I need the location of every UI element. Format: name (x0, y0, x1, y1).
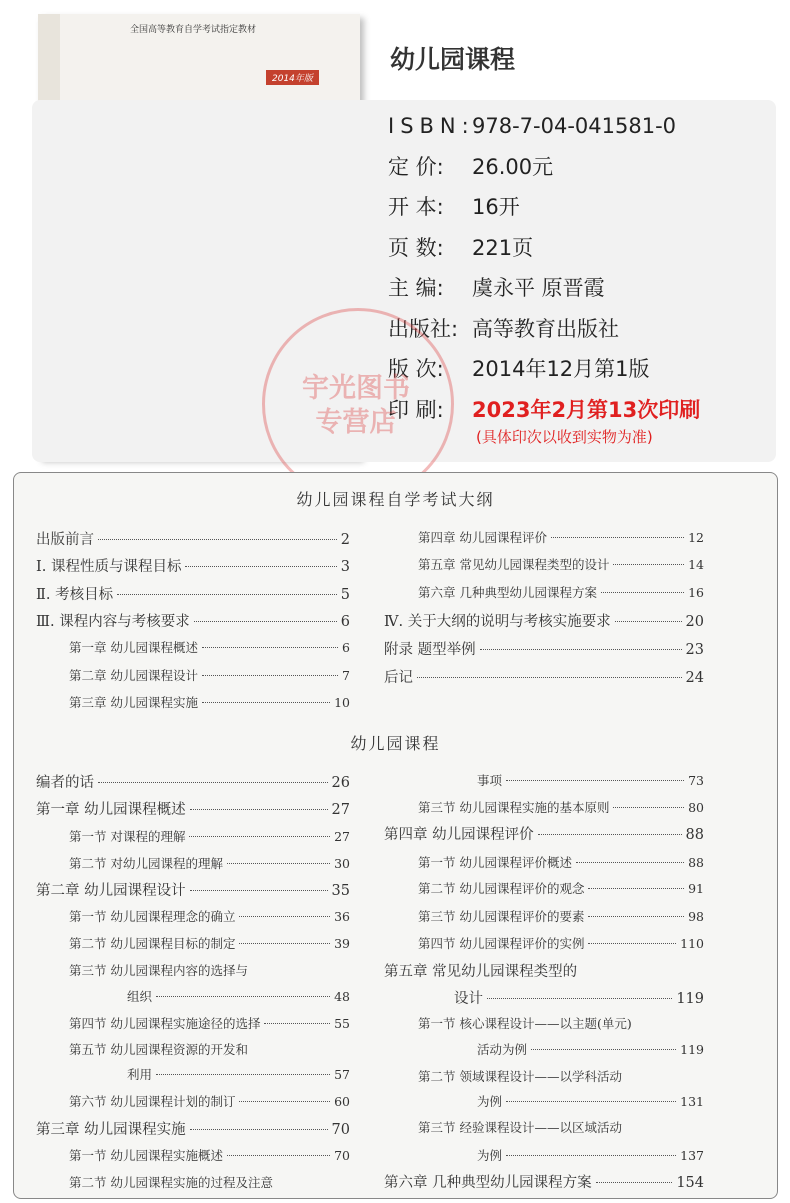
detail-value: 虞永平 原晋霞 (472, 276, 605, 300)
toc-entry-title: 第二节 幼儿园课程评价的观念 (418, 881, 585, 896)
toc-leader-dots (190, 809, 328, 810)
toc-leader-dots (156, 996, 330, 997)
toc-page-number: 20 (685, 614, 704, 630)
toc-entry (477, 1092, 704, 1110)
toc-entry (69, 638, 350, 656)
toc-entry (418, 934, 704, 952)
toc-entry-title: 第六节 幼儿园课程计划的制订 (69, 1094, 236, 1109)
toc-entry (69, 693, 350, 711)
toc-entry-title: 活动为例 (477, 1042, 528, 1057)
toc-leader-dots (487, 998, 672, 999)
toc-entry-title: 第四节 幼儿园课程评价的实例 (418, 936, 585, 951)
toc-entry (69, 934, 350, 952)
toc-page-number: 27 (334, 829, 350, 844)
toc-entry-title: 第五章 常见幼儿园课程类型的设计 (418, 557, 610, 572)
print-note: (具体印次以收到实物为准) (476, 428, 653, 446)
detail-price (388, 151, 700, 192)
toc-entry-title: Ⅰ. 课程性质与课程目标 (36, 559, 182, 575)
toc-leader-dots (227, 1155, 330, 1156)
toc-entry-title: 为例 (477, 1094, 503, 1109)
toc-page-number: 35 (331, 883, 350, 899)
toc-entry-title: 第五章 常见幼儿园课程类型的 (384, 964, 578, 980)
toc-page-number: 30 (334, 856, 350, 871)
toc-entry-title: 第一节 核心课程设计——以主题(单元) (418, 1016, 632, 1031)
toc-entry-title: 第四章 幼儿园课程评价 (384, 827, 534, 843)
toc-leader-dots (156, 1074, 330, 1075)
toc-entry (418, 1067, 622, 1085)
toc-page-number: 14 (688, 557, 704, 572)
toc-page-number: 5 (340, 587, 350, 603)
detail-label: 页 数: (388, 235, 444, 260)
toc-entry (477, 771, 704, 789)
toc-page-number: 10 (334, 695, 350, 710)
toc-page-number: 91 (688, 881, 704, 896)
toc-leader-dots (576, 862, 684, 863)
toc-entry-title: 第五节 幼儿园课程资源的开发和 (69, 1042, 248, 1057)
toc-entry (36, 879, 350, 900)
toc-entry (384, 1171, 704, 1192)
toc-entry-title: 组织 (127, 989, 153, 1004)
toc-entry-title: 第一节 幼儿园课程理念的确立 (69, 909, 236, 924)
toc-leader-dots (202, 675, 338, 676)
toc-entry (69, 666, 350, 684)
toc-entry (69, 1146, 350, 1164)
toc-entry (418, 528, 704, 546)
toc-entry (36, 528, 350, 549)
toc-page-number: 119 (680, 1042, 704, 1057)
toc-entry-title: 第一章 幼儿园课程概述 (36, 802, 186, 818)
toc-leader-dots (227, 863, 330, 864)
toc-page-number: 88 (688, 855, 704, 870)
toc-entry (418, 853, 704, 871)
toc-entry (69, 907, 350, 925)
toc-entry-title: 第二章 幼儿园课程设计 (36, 883, 186, 899)
toc-leader-dots (615, 621, 682, 622)
toc-leader-dots (601, 592, 684, 593)
toc-entry (69, 1040, 248, 1058)
toc-entry-title: 附录 题型举例 (384, 642, 476, 658)
detail-label: 版 次: (388, 357, 444, 381)
toc-page-number: 36 (334, 909, 350, 924)
toc-leader-dots (202, 702, 330, 703)
toc-page-number: 70 (334, 1148, 350, 1163)
toc-entry-title: 事项 (477, 773, 503, 788)
toc-page-number: 27 (331, 802, 350, 818)
toc-entry-title: 编者的话 (36, 775, 94, 791)
detail-value: 221页 (472, 235, 534, 260)
toc-entry (418, 555, 704, 573)
toc-leader-dots (189, 836, 330, 837)
toc-entry (454, 987, 704, 1008)
toc-leader-dots (506, 1101, 676, 1102)
toc-entry-title: 为例 (477, 1148, 503, 1163)
toc-entry-title: 第三节 幼儿园课程内容的选择与 (69, 963, 248, 978)
detail-label: 印 刷: (388, 397, 444, 422)
toc-entry-title: 第三节 幼儿园课程评价的要素 (418, 909, 585, 924)
toc-entry (69, 1173, 273, 1191)
detail-label: 出版社: (388, 316, 459, 341)
toc-page-number: 80 (688, 800, 704, 815)
toc-entry-title: 第二节 对幼儿园课程的理解 (69, 856, 223, 871)
toc-page-number: 48 (334, 989, 350, 1004)
toc-leader-dots (239, 1101, 330, 1102)
toc-page-number: 60 (334, 1094, 350, 1109)
toc-page-number: 119 (676, 991, 704, 1007)
toc-page-number: 57 (334, 1067, 350, 1082)
toc-leader-dots (190, 1129, 328, 1130)
book-toc-title: 幼儿园课程 (350, 734, 441, 753)
toc-entry (69, 854, 350, 872)
toc-entry-title: 利用 (127, 1067, 153, 1082)
toc-leader-dots (98, 539, 337, 540)
toc-leader-dots (531, 1049, 676, 1050)
toc-page-number: 16 (688, 585, 704, 600)
toc-leader-dots (596, 1182, 673, 1183)
detail-editor (388, 272, 700, 313)
toc-entry-title: 第六章 几种典型幼儿园课程方案 (384, 1175, 592, 1191)
detail-format (388, 191, 700, 232)
toc-entry-title: 第四章 幼儿园课程评价 (418, 530, 547, 545)
toc-entry (418, 583, 704, 601)
cover-edition-year: 2014年版 (266, 70, 319, 85)
toc-entry-title: Ⅳ. 关于大纲的说明与考核实施要求 (384, 614, 611, 630)
toc-leader-dots (190, 890, 328, 891)
toc-entry (384, 666, 704, 687)
toc-entry-title: 第三节 经验课程设计——以区域活动 (418, 1120, 622, 1135)
product-title: 幼儿园课程 (390, 45, 516, 74)
toc-entry (36, 798, 350, 819)
toc-leader-dots (506, 780, 684, 781)
toc-entry (418, 1118, 622, 1136)
toc-leader-dots (264, 1023, 330, 1024)
toc-page-number: 39 (334, 936, 350, 951)
product-header (0, 0, 790, 470)
toc-entry (69, 1014, 350, 1032)
toc-leader-dots (202, 647, 338, 648)
toc-entry (384, 638, 704, 659)
toc-page-number: 98 (688, 909, 704, 924)
toc-entry-title: Ⅲ. 课程内容与考核要求 (36, 614, 190, 630)
toc-entry-title: 第三章 幼儿园课程实施 (69, 695, 198, 710)
toc-page-number: 137 (680, 1148, 704, 1163)
toc-entry (36, 771, 350, 792)
toc-leader-dots (506, 1155, 676, 1156)
detail-label: 开 本: (388, 195, 444, 219)
toc-entry (69, 1092, 350, 1110)
toc-page-number: 3 (340, 559, 350, 575)
table-of-contents-image (13, 472, 778, 1199)
detail-label: 主 编: (388, 276, 444, 300)
toc-entry-title: 后记 (384, 670, 413, 686)
toc-entry-title: 出版前言 (36, 532, 94, 548)
toc-entry-title: 第一节 幼儿园课程实施概述 (69, 1148, 223, 1163)
shop-stamp-text (296, 372, 416, 440)
toc-entry-title: 第二节 领域课程设计——以学科活动 (418, 1069, 622, 1084)
toc-entry-title: 第一节 对课程的理解 (69, 829, 186, 844)
toc-page-number: 110 (680, 936, 704, 951)
toc-entry (418, 798, 704, 816)
toc-page-number: 6 (340, 614, 350, 630)
toc-page-number: 2 (340, 532, 350, 548)
syllabus-title: 幼儿园课程自学考试大纲 (296, 490, 495, 509)
toc-entry (127, 1065, 350, 1083)
toc-leader-dots (98, 782, 328, 783)
toc-page-number: 73 (688, 773, 704, 788)
toc-page-number: 131 (680, 1094, 704, 1109)
detail-value: 16开 (472, 195, 520, 219)
toc-entry (418, 907, 704, 925)
toc-entry (69, 961, 248, 979)
toc-entry (418, 879, 704, 897)
toc-leader-dots (239, 943, 330, 944)
toc-entry (36, 583, 350, 604)
toc-leader-dots (480, 649, 682, 650)
toc-leader-dots (185, 566, 336, 567)
toc-entry-title: 第一章 幼儿园课程概述 (69, 640, 198, 655)
toc-entry (36, 1118, 350, 1139)
toc-leader-dots (588, 916, 684, 917)
toc-leader-dots (417, 677, 682, 678)
cover-series: 全国高等教育自学考试指定教材 (130, 25, 257, 35)
toc-page-number: 6 (342, 640, 350, 655)
toc-page-number: 12 (688, 530, 704, 545)
toc-page-number: 26 (331, 775, 350, 791)
toc-entry-title: 第三节 幼儿园课程实施的基本原则 (418, 800, 610, 815)
toc-entry-title: 第三章 幼儿园课程实施 (36, 1122, 186, 1138)
toc-page-number: 88 (685, 827, 704, 843)
toc-entry-title: 第四节 幼儿园课程实施途径的选择 (69, 1016, 261, 1031)
toc-leader-dots (588, 943, 676, 944)
detail-label: ISBN: (388, 114, 475, 138)
detail-value: 2014年12月第1版 (472, 357, 650, 381)
toc-entry (384, 823, 704, 844)
toc-leader-dots (613, 807, 684, 808)
toc-leader-dots (538, 834, 682, 835)
toc-entry (127, 987, 350, 1005)
toc-entry-title: 设计 (454, 991, 483, 1007)
toc-entry (384, 610, 704, 631)
detail-value: 26.00元 (472, 154, 554, 179)
toc-leader-dots (613, 564, 684, 565)
toc-entry-title: 第六章 几种典型幼儿园课程方案 (418, 585, 597, 600)
stamp-line-1: 宇光图书 (302, 373, 410, 404)
detail-value: 高等教育出版社 (472, 316, 619, 341)
toc-entry-title: 第二节 幼儿园课程实施的过程及注意 (69, 1175, 273, 1190)
detail-value: 2023年2月第13次印刷 (472, 397, 701, 422)
toc-leader-dots (117, 594, 337, 595)
toc-leader-dots (239, 916, 330, 917)
toc-leader-dots (551, 537, 684, 538)
toc-page-number: 24 (685, 670, 704, 686)
toc-entry-title: Ⅱ. 考核目标 (36, 587, 114, 603)
toc-page-number: 154 (676, 1175, 704, 1191)
toc-entry-title: 第二章 幼儿园课程设计 (69, 668, 198, 683)
toc-entry (36, 555, 350, 576)
toc-entry (477, 1146, 704, 1164)
toc-page-number: 23 (685, 642, 704, 658)
toc-leader-dots (588, 888, 684, 889)
toc-page-number: 70 (331, 1122, 350, 1138)
toc-entry (477, 1040, 704, 1058)
detail-pages (388, 232, 700, 273)
toc-entry (418, 1014, 632, 1032)
toc-page-number: 7 (342, 668, 350, 683)
toc-entry (384, 960, 577, 981)
detail-label: 定 价: (388, 154, 444, 179)
toc-page-number: 55 (334, 1016, 350, 1031)
toc-entry (69, 827, 350, 845)
stamp-line-2: 专营店 (315, 407, 397, 438)
detail-value: 978-7-04-041581-0 (472, 114, 677, 138)
toc-entry-title: 第一节 幼儿园课程评价概述 (418, 855, 572, 870)
toc-entry (36, 610, 350, 631)
toc-leader-dots (194, 621, 337, 622)
toc-entry-title: 第二节 幼儿园课程目标的制定 (69, 936, 236, 951)
detail-isbn (388, 110, 700, 151)
